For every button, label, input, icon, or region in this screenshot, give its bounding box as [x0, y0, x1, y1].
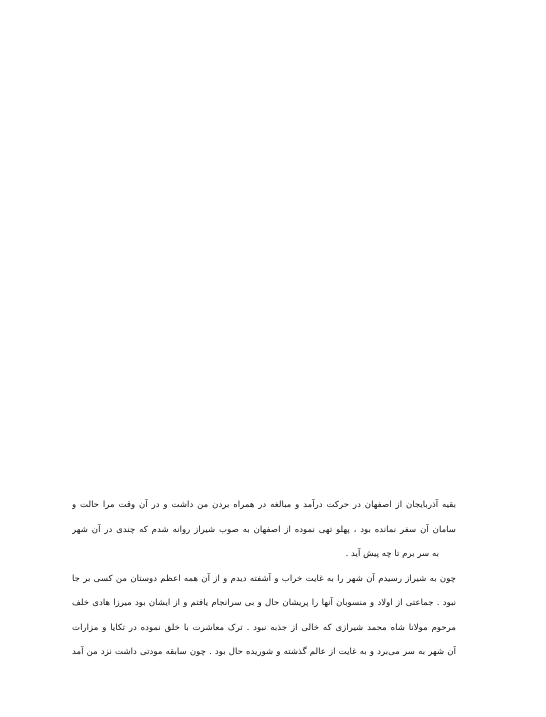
- text-line: نبود . جماعتی از اولاد و منسوبان آنها را پریشان حال و بی سرانجام یافتم و از ایشان بود میرزا هادی خلف: [72, 598, 456, 608]
- text-line: آن شهر به سر می‌برد و به غایت از عالم گذشته و شوریده حال بود . چون سابقه مودتی داشت نزد من آمد: [72, 647, 456, 657]
- text-line: بقیه آذربایجان از اصفهان در حرکت درآمد و مبالغه در همراه بردن من داشت و در آن وقت مرا حالت و: [72, 500, 456, 510]
- text-line: سامان آن سفر نمانده بود ، پهلو تهی نموده از اصفهان به صوب شیراز روانه شدم که چندی در آن شهر: [72, 524, 456, 535]
- text-line: چون به شیراز رسیدم آن شهر را به غایت خراب و آشفته دیدم و از آن همه اعظم دوستان من کسی بر جا: [72, 573, 456, 584]
- persian-text-body: [72, 493, 456, 665]
- text-line: به سر برم تا چه پیش آید .: [345, 549, 439, 559]
- text-line: مرحوم مولانا شاه محمد شیرازی که خالی از جذبه نبود . ترک معاشرت با خلق نموده در تکایا و مزارات: [72, 622, 456, 633]
